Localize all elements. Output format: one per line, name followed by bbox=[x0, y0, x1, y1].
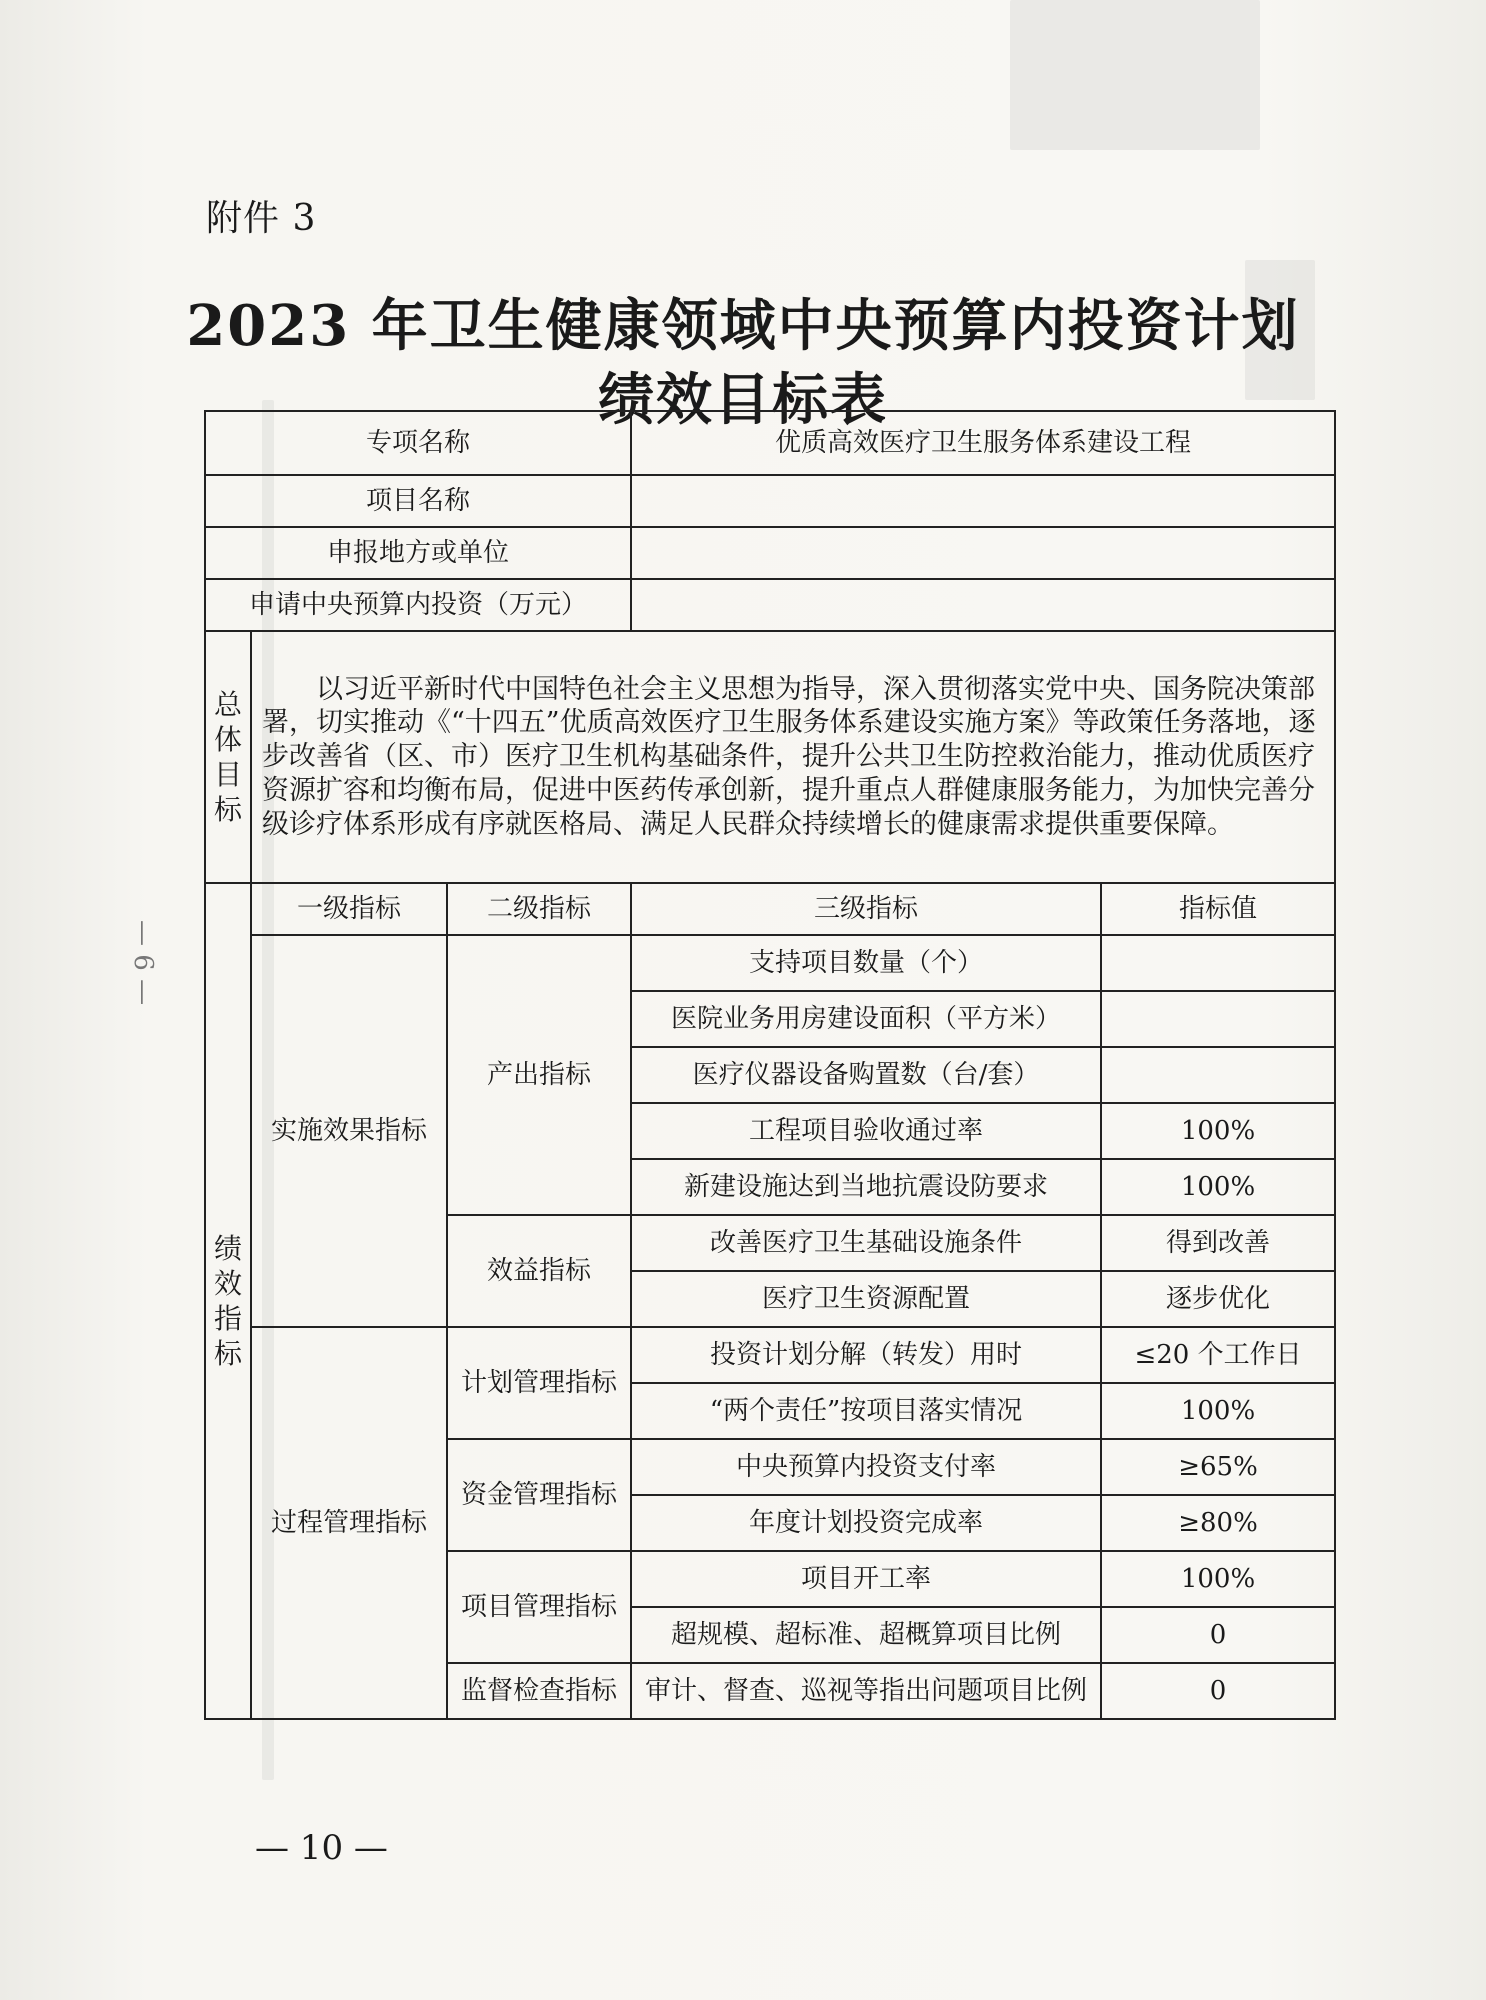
overall-goal-text: 以习近平新时代中国特色社会主义思想为指导，深入贯彻落实党中央、国务院决策部署，切实推动《“十四五”优质高效医疗卫生服务体系建设实施方案》等政策任务落地，逐步改善省（区、市）医疗卫生机构基础条件，提升公共卫生防控救治能力，推动优质医疗资源扩容和均衡布局，促进中医药传承创新，提升重点人群健康服务能力，为加快完善分级诊疗体系形成有序就医格局、满足人民群众持续增长的健康需求提供重要保障。 bbox=[251, 631, 1335, 883]
value-cell: 100% bbox=[1101, 1159, 1335, 1215]
header-row-project bbox=[205, 475, 1335, 527]
level1-cell: 实施效果指标 bbox=[251, 935, 447, 1327]
level3-cell: 项目开工率 bbox=[631, 1551, 1101, 1607]
header-row-applicant bbox=[205, 527, 1335, 579]
annex-label: 附件 3 bbox=[206, 198, 317, 239]
label-cell: 专项名称 bbox=[205, 411, 631, 475]
document-title: 2023 年卫生健康领域中央预算内投资计划 bbox=[186, 293, 1300, 359]
level3-cell: 医院业务用房建设面积（平方米） bbox=[631, 991, 1101, 1047]
level2-cell: 计划管理指标 bbox=[447, 1327, 631, 1439]
level3-cell: 支持项目数量（个） bbox=[631, 935, 1101, 991]
level2-cell: 项目管理指标 bbox=[447, 1551, 631, 1663]
level1-cell: 过程管理指标 bbox=[251, 1327, 447, 1719]
value-cell: 得到改善 bbox=[1101, 1215, 1335, 1271]
level2-cell: 效益指标 bbox=[447, 1215, 631, 1327]
side-page-mark: — 6 — bbox=[128, 920, 158, 1006]
performance-header-row bbox=[205, 883, 1335, 935]
level3-cell: 新建设施达到当地抗震设防要求 bbox=[631, 1159, 1101, 1215]
document-subtitle: 绩效目标表 bbox=[598, 367, 888, 433]
value-cell: 逐步优化 bbox=[1101, 1271, 1335, 1327]
level3-cell: 中央预算内投资支付率 bbox=[631, 1439, 1101, 1495]
level3-cell: 改善医疗卫生基础设施条件 bbox=[631, 1215, 1101, 1271]
header-row-investment bbox=[205, 579, 1335, 631]
level3-cell: 投资计划分解（转发）用时 bbox=[631, 1327, 1101, 1383]
level3-cell: 审计、督查、巡视等指出问题项目比例 bbox=[631, 1663, 1101, 1719]
level2-cell: 资金管理指标 bbox=[447, 1439, 631, 1551]
header-level1: 一级指标 bbox=[251, 883, 447, 935]
level3-cell: 超规模、超标准、超概算项目比例 bbox=[631, 1607, 1101, 1663]
level2-cell: 监督检查指标 bbox=[447, 1663, 631, 1719]
value-cell bbox=[1101, 935, 1335, 991]
label-cell: 项目名称 bbox=[205, 475, 631, 527]
value-cell: 100% bbox=[1101, 1103, 1335, 1159]
value-cell bbox=[631, 527, 1335, 579]
performance-label: 绩 效 指 标 bbox=[205, 883, 251, 1719]
value-cell: ≤20 个工作日 bbox=[1101, 1327, 1335, 1383]
header-row-special bbox=[205, 411, 1335, 475]
value-cell: 0 bbox=[1101, 1607, 1335, 1663]
value-cell bbox=[631, 579, 1335, 631]
value-cell: ≥80% bbox=[1101, 1495, 1335, 1551]
level3-cell: 工程项目验收通过率 bbox=[631, 1103, 1101, 1159]
header-level2: 二级指标 bbox=[447, 883, 631, 935]
table-row bbox=[205, 1327, 1335, 1383]
overall-goal-row bbox=[205, 631, 1335, 883]
value-cell: 100% bbox=[1101, 1551, 1335, 1607]
value-cell bbox=[1101, 991, 1335, 1047]
value-cell bbox=[1101, 1047, 1335, 1103]
value-cell: 优质高效医疗卫生服务体系建设工程 bbox=[631, 411, 1335, 475]
performance-target-table bbox=[204, 410, 1336, 1720]
level2-cell: 产出指标 bbox=[447, 935, 631, 1215]
level3-cell: 医疗仪器设备购置数（台/套） bbox=[631, 1047, 1101, 1103]
bleed-through-mark bbox=[1010, 0, 1260, 150]
level3-cell: 年度计划投资完成率 bbox=[631, 1495, 1101, 1551]
level3-cell: 医疗卫生资源配置 bbox=[631, 1271, 1101, 1327]
level3-cell: “两个责任”按项目落实情况 bbox=[631, 1383, 1101, 1439]
header-level3: 三级指标 bbox=[631, 883, 1101, 935]
table-row bbox=[205, 935, 1335, 991]
overall-goal-label: 总 体 目 标 bbox=[205, 631, 251, 883]
label-cell: 申报地方或单位 bbox=[205, 527, 631, 579]
label-cell: 申请中央预算内投资（万元） bbox=[205, 579, 631, 631]
value-cell bbox=[631, 475, 1335, 527]
value-cell: ≥65% bbox=[1101, 1439, 1335, 1495]
header-value: 指标值 bbox=[1101, 883, 1335, 935]
value-cell: 100% bbox=[1101, 1383, 1335, 1439]
value-cell: 0 bbox=[1101, 1663, 1335, 1719]
page-number: — 10 — bbox=[255, 1828, 388, 1868]
